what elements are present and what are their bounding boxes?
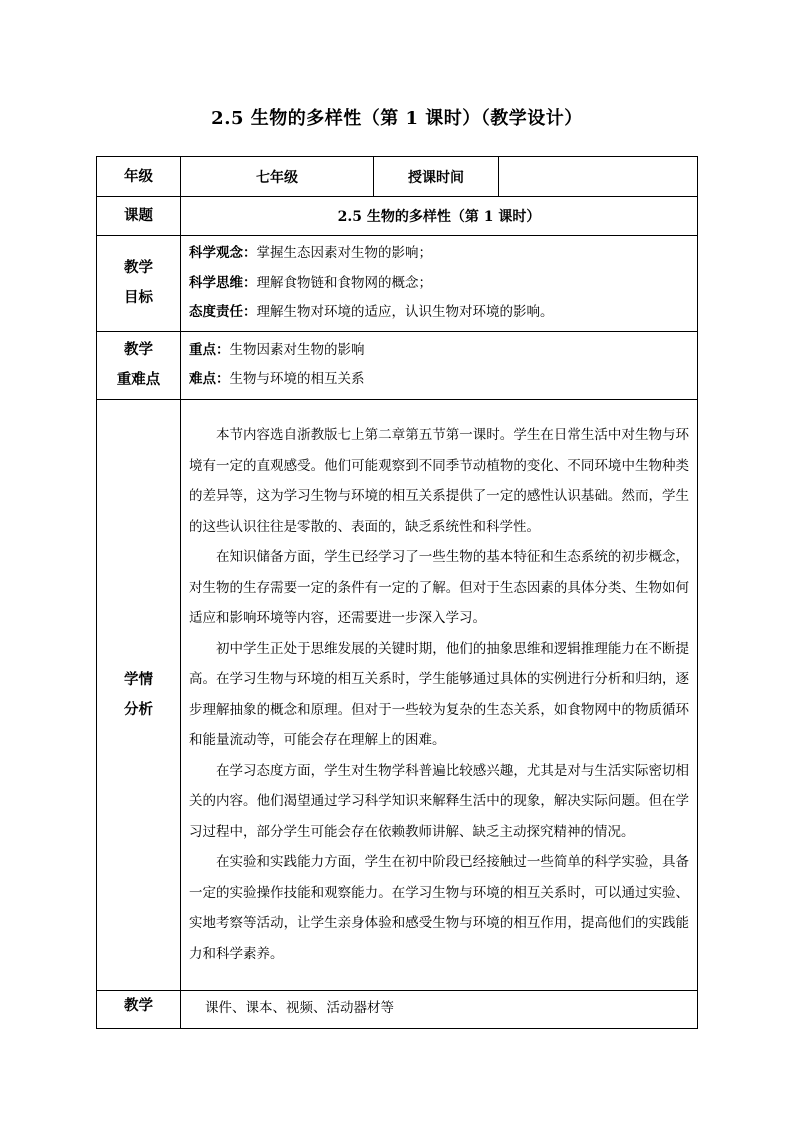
goal-text: 理解食物链和食物网的概念； [256, 274, 432, 291]
key-point-key: 重点： [189, 341, 230, 358]
row-resources [97, 990, 698, 1028]
analysis-label [97, 399, 181, 990]
row-goals [97, 236, 698, 332]
analysis-label-line2: 分析 [124, 700, 153, 718]
key-points-label-line1: 教学 [124, 341, 153, 358]
topic-value: 2.5 生物的多样性（第 1 课时） [181, 197, 698, 236]
resources-content [181, 990, 698, 1028]
goals-label-line2: 目标 [124, 289, 153, 307]
key-point-text: 生物与环境的相互关系 [229, 371, 365, 387]
document-title: 2.5 生物的多样性（第 1 课时）（教学设计） [211, 108, 583, 129]
analysis-paragraph: 在知识储备方面，学生已经学习了一些生物的基本特征和生态系统的初步概念，对生物的生存需要一定的条件有一定的了解。但对于生态因素的具体分类、生物如何适应和影响环境等内容，还需要进一步深入学习。 [189, 549, 689, 626]
analysis-paragraph: 在学习态度方面，学生对生物学科普遍比较感兴趣，尤其是对与生活实际密切相关的内容。他们渴望通过学习科学知识来解释生活中的现象，解决实际问题。但在学习过程中，部分学生可能会存在依赖教师讲解、缺乏主动探究精神的情况。 [189, 762, 689, 840]
time-value [499, 157, 698, 197]
resources-text: 课件、课本、视频、活动器材等 [205, 999, 394, 1016]
time-label: 授课时间 [374, 157, 499, 197]
resources-label: 教学 [97, 990, 181, 1028]
row-grade [97, 157, 698, 197]
analysis-label-line1: 学情 [124, 670, 153, 688]
goals-label [97, 236, 181, 332]
key-point-key: 难点： [189, 371, 230, 387]
goal-key: 态度责任： [189, 304, 257, 320]
goal-item [189, 239, 689, 269]
goals-content [181, 236, 698, 332]
row-key-points [97, 331, 698, 399]
analysis-paragraph: 本节内容选自浙教版七上第二章第五节第一课时。学生在日常生活中对生物与环境有一定的直观感受。他们可能观察到不同季节动植物的变化、不同环境中生物种类的差异等，这为学习生物与环境的相互关系提供了一定的感性认识基础。然而，学生的这些认识往往是零散的、表面的，缺乏系统性和科学性。 [189, 427, 689, 535]
grade-value: 七年级 [181, 157, 374, 197]
analysis-content [181, 399, 698, 990]
analysis-paragraph: 初中学生正处于思维发展的关键时期，他们的抽象思维和逻辑推理能力在不断提高。在学习生物与环境的相互关系时，学生能够通过具体的实例进行分析和归纳，逐步理解抽象的概念和原理。但对于一些较为复杂的生态关系，如食物网中的物质循环和能量流动等，可能会存在理解上的困难。 [189, 640, 689, 748]
key-point-item [189, 365, 689, 395]
key-points-label-line2: 重难点 [116, 371, 161, 388]
row-topic [97, 197, 698, 236]
key-points-content [181, 331, 698, 399]
topic-label: 课题 [97, 197, 181, 236]
goal-key: 科学观念： [189, 245, 257, 261]
analysis-paragraph: 在实验和实践能力方面，学生在初中阶段已经接触过一些简单的科学实验，具备一定的实验操作技能和观察能力。在学习生物与环境的相互关系时，可以通过实验、实地考察等活动，让学生亲身体验和感受生物与环境的相互作用，提高他们的实践能力和科学素养。 [189, 854, 689, 962]
goal-item [189, 298, 689, 328]
key-point-item [189, 336, 689, 366]
goal-item [189, 269, 689, 299]
key-points-label [97, 331, 181, 399]
grade-label: 年级 [97, 157, 181, 197]
goal-text: 理解生物对环境的适应，认识生物对环境的影响。 [256, 304, 554, 320]
goal-text: 掌握生态因素对生物的影响； [256, 245, 432, 261]
lesson-plan-table [96, 156, 698, 1029]
row-analysis [97, 399, 698, 990]
goals-label-line1: 教学 [124, 259, 153, 277]
key-point-text: 生物因素对生物的影响 [229, 341, 365, 358]
goal-key: 科学思维： [189, 274, 257, 291]
